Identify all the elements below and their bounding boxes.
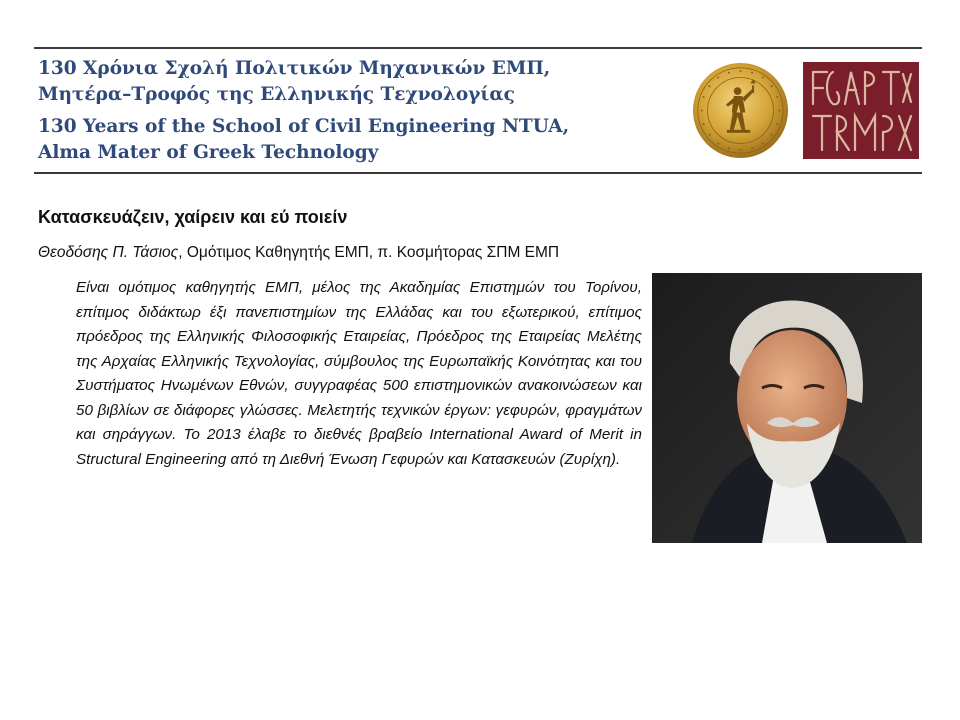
author-role: , Ομότιμος Καθηγητής ΕΜΠ, π. Κοσμήτορας ΣΠΜ ΕΜΠ xyxy=(178,244,560,261)
article-title: Κατασκευάζειν, χαίρειν και εύ ποιείν xyxy=(38,207,348,227)
header-top-rule xyxy=(34,47,922,49)
english-title-line-1: 130 Years of the School of Civil Engineering NTUA, xyxy=(38,116,570,137)
ntua-seal-logo xyxy=(692,62,789,159)
english-title-line-2: Alma Mater of Greek Technology xyxy=(38,142,379,163)
school-monogram-logo xyxy=(803,62,919,159)
author-portrait-photo xyxy=(652,273,922,543)
author-line xyxy=(38,244,559,262)
author-biography: Είναι ομότιμος καθηγητής ΕΜΠ, μέλος της Ακαδημίας Επιστημών του Τορίνου, επίτιμος διδάκτωρ έξι πανεπιστημίων της Ελλάδας και του εξωτερικού, επίτιμος πρόεδρος της Ελληνικής Φιλοσοφικής Εταιρείας, Πρόεδρος της Εταιρείας Μελέτης της Αρχαίας Ελληνικής Τεχνολογίας, σύμβουλος της Ευρωπαϊκής Κοινότητας και του Συστήματος Ηνωμένων Εθνών, συγγραφέας 500 επιστημονικών ανακοινώσεων και 50 βιβλίων σε διάφορες γλώσσες. Μελετητής τεχνικών έργων: γεφυρών, φραγμάτων και σηράγγων. Το 2013 έλαβε το διεθνές βραβείο International Award of Merit in Structural Engineering από τη Διεθνή Ένωση Γεφυρών και Κατασκευών (Ζυρίχη). xyxy=(76,279,642,468)
author-name: Θεοδόσης Π. Τάσιος xyxy=(38,244,179,261)
english-title-block xyxy=(38,114,678,166)
greek-title-line-1: 130 Χρόνια Σχολή Πολιτικών Μηχανικών ΕΜΠ, xyxy=(38,58,551,79)
header-bottom-rule xyxy=(34,172,922,174)
greek-title-line-2: Μητέρα–Τροφός της Ελληνικής Τεχνολογίας xyxy=(38,84,515,105)
header-titles xyxy=(38,56,678,166)
greek-title-block xyxy=(38,56,678,108)
